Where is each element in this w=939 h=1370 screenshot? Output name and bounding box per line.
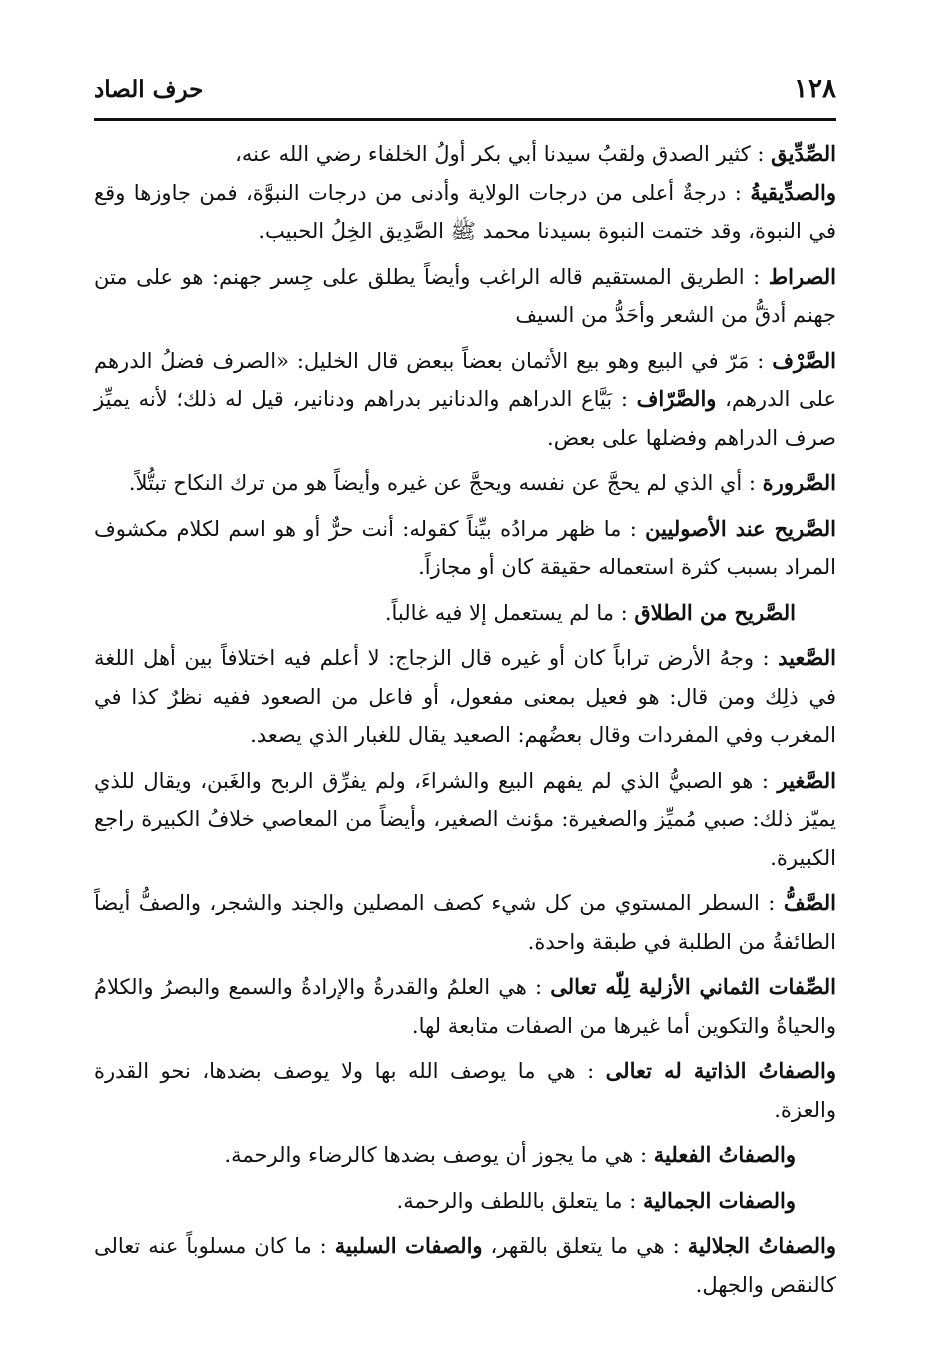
entry-text: : الطريق المستقيم قاله الراغب وأيضاً يطلق على جِسر جهنم: هو على متن جهنم أدقُّ من الشعر وأحَدُّ من السيف [94,264,836,327]
entry-sarih-usul [94,510,836,587]
entry-text: : ما ظهر مرادُه بيِّناً كقوله: أنت حرٌّ أو هو اسم لكلام مكشوف المراد بسبب كثرة استعماله حقيقة كان أو مجازاً. [94,516,836,579]
entry-text: : هو الصبيُّ الذي لم يفهم البيع والشراءَ، ولم يفرِّق الربح والغَبن، ويقال للذي يميّز ذلك: صبي مُميِّز والصغيرة: مؤنث الصغير، وأيضاً من المعاصي خلافُ الكبيرة راجع الكبيرة. [94,768,836,870]
entry-term: الصِّفات الثماني الأزلية لِلّه تعالى [550,974,836,999]
entry-sarf [94,342,836,458]
entry-sarura [94,464,836,503]
entry-text-secondary: : ما كان مسلوباً عنه تعالى كالنقص والجهل. [94,1234,836,1297]
entry-text: : كثير الصدق ولقبُ سيدنا أبي بكر أولُ الخلفاء رضي الله عنه، [235,142,772,166]
entry-sifat-jalaliyya [94,1227,836,1304]
entry-sifat-jamaliyya [94,1182,836,1221]
running-title: حرف الصاد [94,76,204,103]
entry-term: الصَّريح عند الأصوليين [645,515,836,541]
entry-term-secondary: والصفات السلبية [334,1233,483,1258]
entry-text: : السطر المستوي من كل شيء كصف المصلين والجند والشجر، والصفُّ أيضاً الطائفةُ من الطلبة في طبقة واحدة. [94,891,836,954]
entry-term-secondary: والصَّرّاف [636,386,717,411]
page-header [94,70,836,118]
entry-term: والصفاتُ الفعلية [653,1142,796,1167]
entry-text: : درجةٌ أعلى من درجات الولاية وأدنى من درجات النبوَّة، فمن جاوزها وقع في النبوة، وقد ختمت النبوة بسيدنا محمد ﷺ الصَّدِيق الخِلُ الحبيب. [94,180,836,243]
page-number: ١٢٨ [794,74,836,104]
entry-term: الصَّرورة [762,470,836,495]
entry-text: : وجهُ الأرض تراباً كان أو غيره قال الزجاج: لا أعلم فيه اختلافاً بين أهل اللغة في ذلِك ومن قال: هو فعيل بمعنى مفعول، أو فاعل من الصعود ففيه نظرٌ كذا في المغرب وفي المفردات وقال بعضُهم: الصعيد يقال للغبار الذي يصعد. [94,646,836,747]
entry-term: الصراط [768,263,836,289]
entry-sifat-filiyya [94,1136,836,1175]
page [94,70,836,1350]
entry-sifat-azaliyya [94,968,836,1045]
entry-text-secondary: : بَيَّاع الدراهم والدنانير بدراهم ودنانير، قيل له ذلك؛ لأنه يميِّز صرف الدراهم وفضلها على بعض. [94,387,836,450]
entry-term: والصفاتُ الجلالية [687,1233,836,1258]
entry-sirat [94,258,836,335]
header-rule [94,118,836,121]
entry-term: الصِّدِّيق [771,141,836,166]
entry-text: : هي العلمُ والقدرةُ والإرادةُ والسمع والبصرُ والكلامُ والحياةُ والتكوين أما غيرها من الصفات متابعة لها. [94,975,836,1038]
entry-text: : هي ما يتعلق بالقهر، [482,1234,688,1258]
entry-text: : أي الذي لم يحجَّ عن نفسه ويحجَّ عن غيره وأيضاً هو من ترك النكاح تبتُّلاً. [128,471,763,495]
entry-term: والصدِّيقيةُ [750,179,836,205]
entry-text: : مَرّ في البيع وهو بيع الأثمان بعضاً ببعض قال الخليل: «الصرف فضلُ الدرهم على الدرهم، [94,348,837,411]
entry-siddiqiyya [94,174,836,251]
entry-sifat-dhatiyya [94,1052,836,1129]
entry-sarih-talaq [94,594,836,633]
entry-term: والصفات الجمالية [642,1187,796,1213]
entry-term: الصَّرْف [772,347,836,373]
entry-term: الصَّريح من الطلاق [634,599,796,625]
entry-term: الصَّغير [777,767,836,793]
entry-siddiq [94,135,836,174]
entry-term: الصَّفُّ [783,890,836,915]
entry-saeed [94,639,836,755]
entry-saff [94,884,836,961]
entry-saghir [94,762,836,878]
entry-text: : هي ما يوصف الله بها ولا يوصف بضدها، نحو القدرة والعزة. [94,1059,836,1122]
entry-text: : هي ما يجوز أن يوصف بضدها كالرضاء والرحمة. [224,1143,654,1167]
entry-text: : ما لم يستعمل إلا فيه غالباً. [384,600,635,625]
entry-term: الصَّعيد [778,645,836,670]
entry-text: : ما يتعلق باللطف والرحمة. [396,1188,643,1213]
entry-term: والصفاتُ الذاتية له تعالى [605,1058,836,1083]
